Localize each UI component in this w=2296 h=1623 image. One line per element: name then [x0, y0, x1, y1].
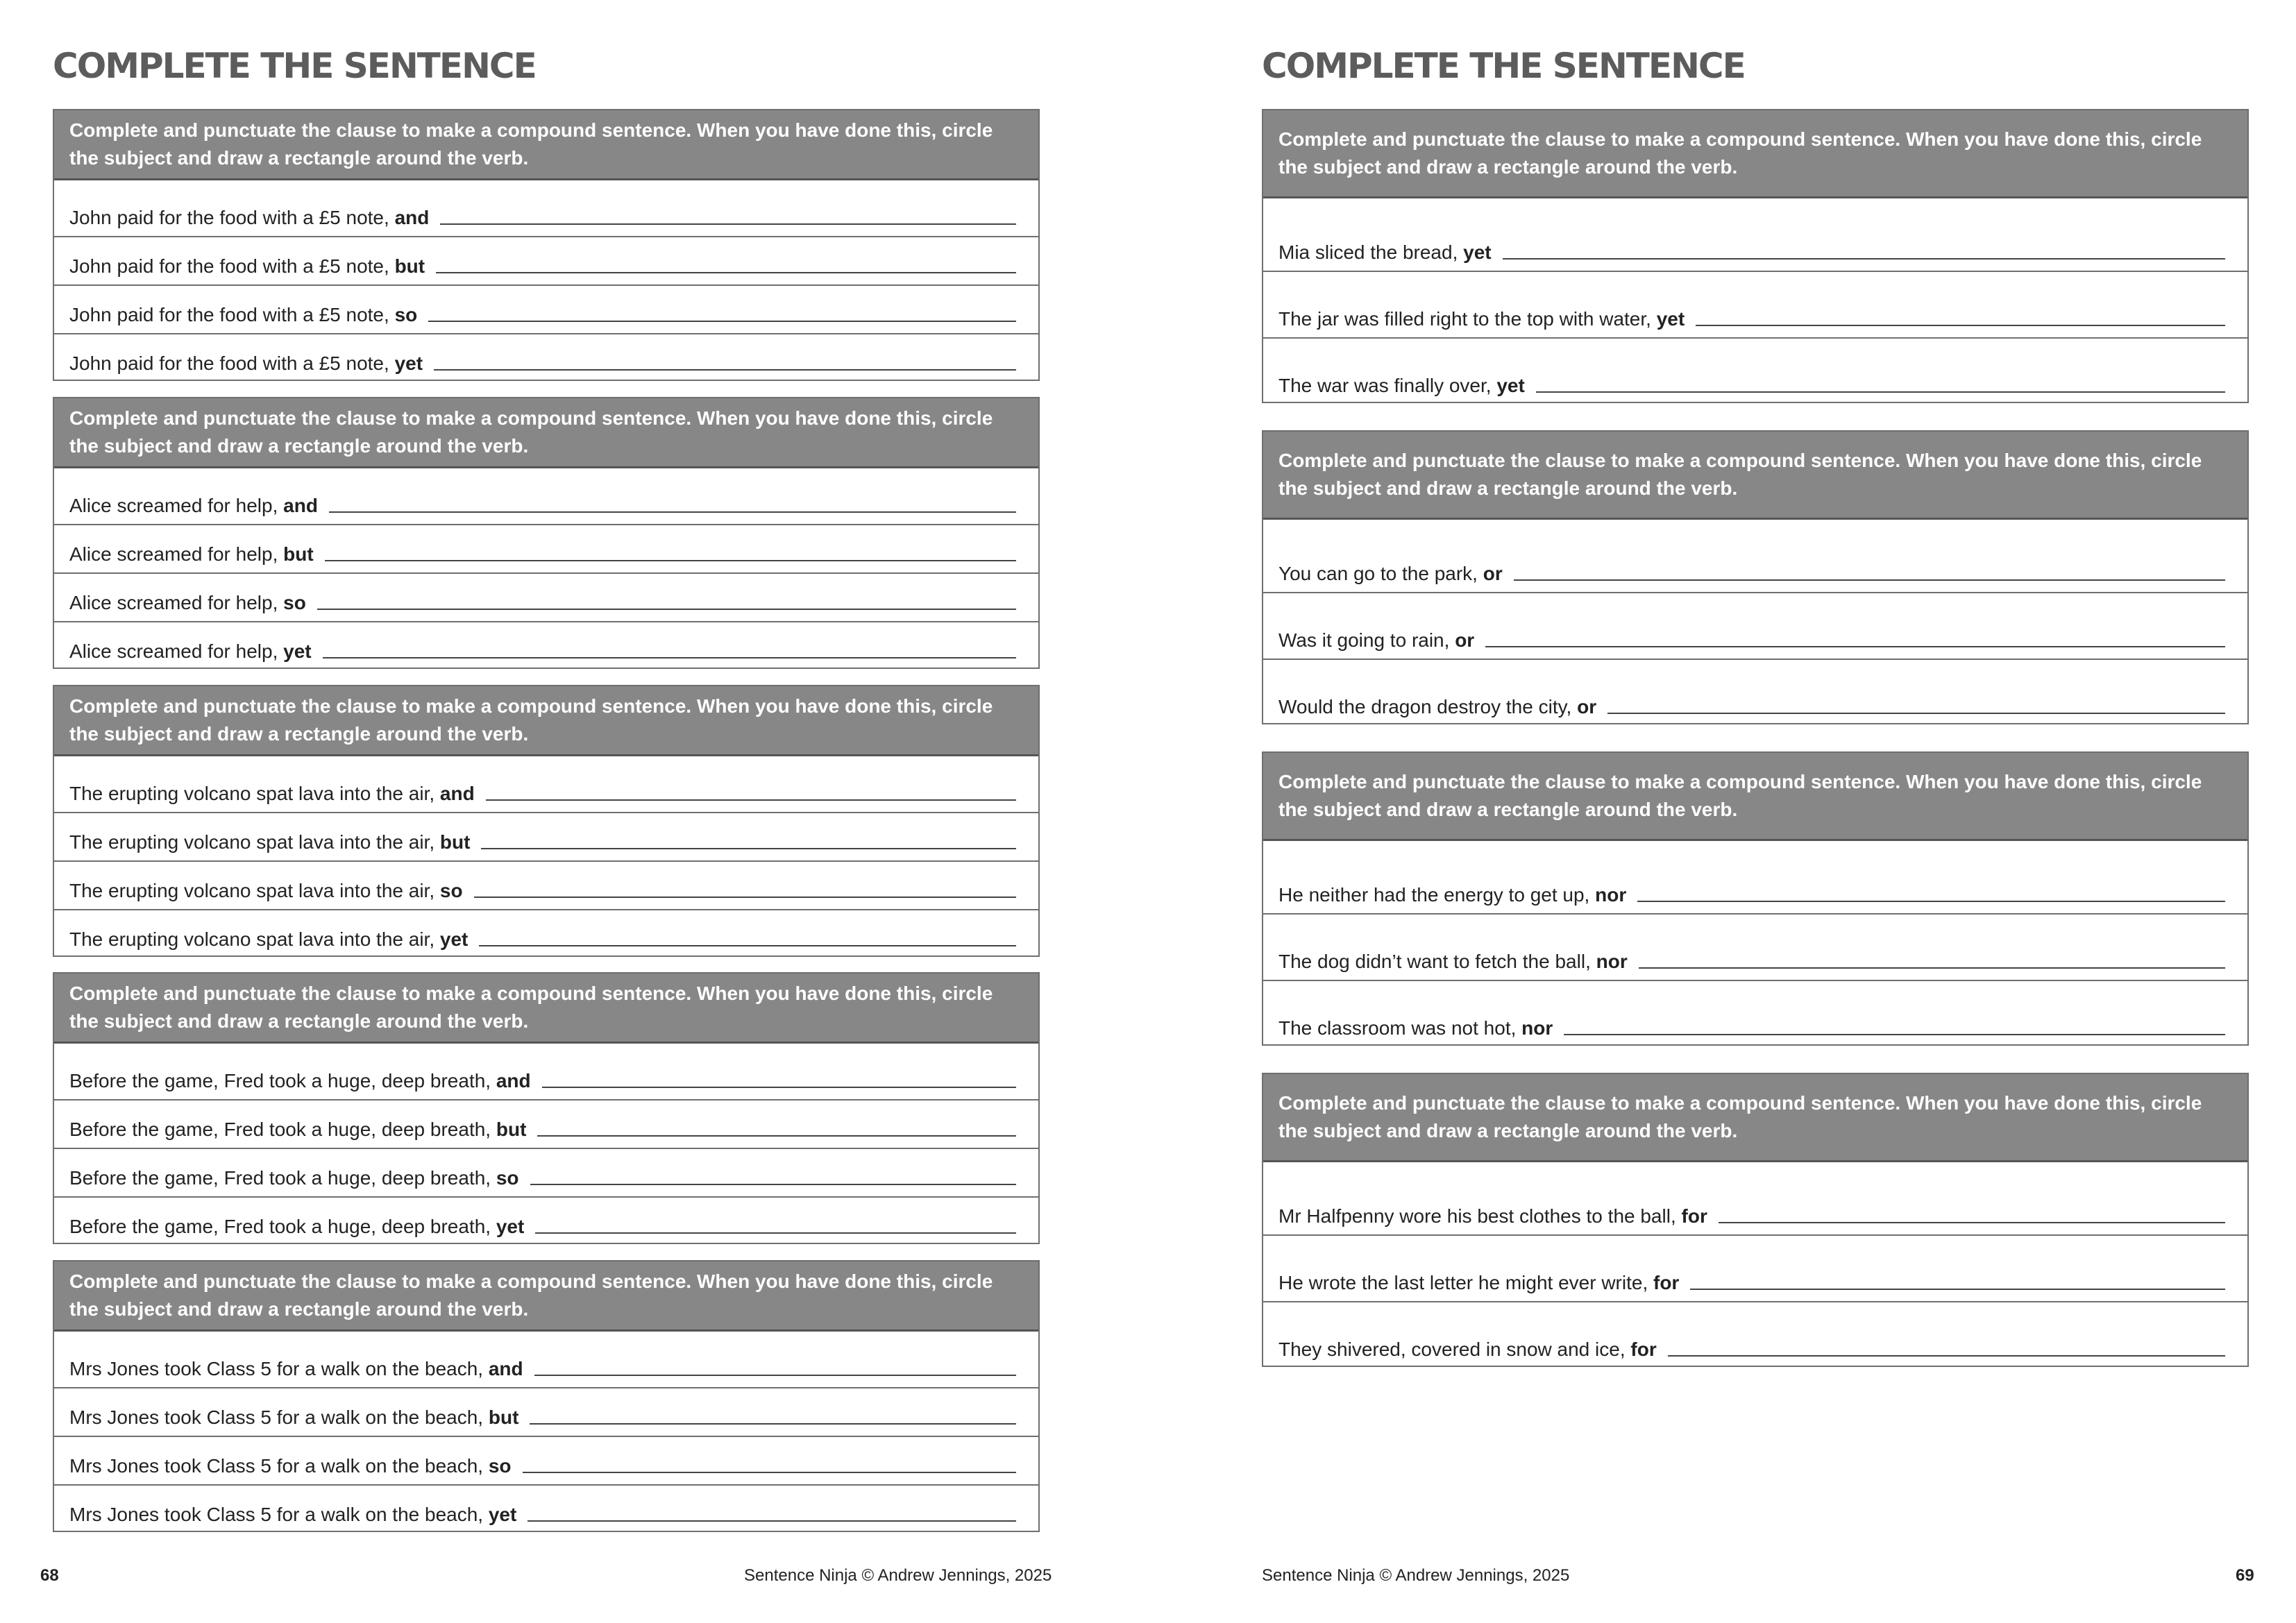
answer-line[interactable]	[1485, 646, 2225, 647]
sentence-row	[54, 1436, 1038, 1484]
exercise-instruction: Complete and punctuate the clause to make a compound sentence. When you have done this, circle the subject and draw a rectangle around the verb.	[54, 686, 1038, 756]
exercise-box	[1262, 1073, 2249, 1367]
answer-line[interactable]	[537, 1135, 1016, 1137]
sentence-stem: The erupting volcano spat lava into the air,	[69, 783, 435, 804]
answer-line[interactable]	[535, 1232, 1016, 1234]
sentence-stem: Mia sliced the bread,	[1278, 241, 1458, 263]
sentence-row	[54, 468, 1038, 524]
copyright-footer-left: Sentence Ninja © Andrew Jennings, 2025	[744, 1566, 1052, 1585]
answer-line[interactable]	[527, 1520, 1016, 1522]
sentence-row	[1263, 841, 2247, 913]
conjunction: nor	[1521, 1017, 1553, 1039]
sentence-stem: Mrs Jones took Class 5 for a walk on the beach,	[69, 1407, 484, 1428]
answer-line[interactable]	[474, 897, 1016, 898]
sentence-stem: Alice screamed for help,	[69, 543, 278, 565]
exercise-box	[1262, 109, 2249, 403]
answer-line[interactable]	[1690, 1289, 2225, 1290]
sentence-row	[54, 524, 1038, 572]
exercise-instruction: Complete and punctuate the clause to make a compound sentence. When you have done this, circle the subject and draw a rectangle around the verb.	[54, 1261, 1038, 1332]
exercise-instruction: Complete and punctuate the clause to make a compound sentence. When you have done this, circle the subject and draw a rectangle around the verb.	[54, 110, 1038, 180]
exercise-box	[1262, 430, 2249, 724]
answer-line[interactable]	[479, 945, 1016, 946]
exercise-instruction: Complete and punctuate the clause to make a compound sentence. When you have done this, circle the subject and draw a rectangle around the verb.	[54, 398, 1038, 468]
answer-line[interactable]	[325, 560, 1016, 561]
sentence-row	[54, 1484, 1038, 1533]
page-number-right: 69	[2236, 1566, 2254, 1585]
sentence-row	[1263, 913, 2247, 980]
right-page-title: COMPLETE THE SENTENCE	[1262, 46, 1745, 86]
answer-line[interactable]	[1503, 258, 2225, 260]
sentence-stem: The erupting volcano spat lava into the air,	[69, 831, 435, 853]
answer-line[interactable]	[530, 1423, 1016, 1425]
answer-line[interactable]	[534, 1375, 1016, 1376]
sentence-stem: The erupting volcano spat lava into the air,	[69, 928, 435, 950]
exercise-instruction: Complete and punctuate the clause to make a compound sentence. When you have done this, circle the subject and draw a rectangle around the verb.	[54, 974, 1038, 1044]
exercise-box	[53, 397, 1040, 669]
sentence-row	[54, 1099, 1038, 1148]
answer-line[interactable]	[1639, 967, 2225, 969]
sentence-row	[54, 1387, 1038, 1436]
conjunction: for	[1681, 1205, 1707, 1227]
sentence-stem: Alice screamed for help,	[69, 495, 278, 516]
sentence-stem: Alice screamed for help,	[69, 640, 278, 662]
sentence-stem: Mrs Jones took Class 5 for a walk on the beach,	[69, 1455, 484, 1477]
conjunction: yet	[496, 1216, 525, 1237]
sentence-row	[54, 333, 1038, 382]
answer-line[interactable]	[1536, 391, 2225, 393]
left-page-title: COMPLETE THE SENTENCE	[53, 46, 536, 86]
sentence-row	[1263, 1301, 2247, 1368]
conjunction: nor	[1596, 951, 1628, 972]
answer-line[interactable]	[1696, 325, 2225, 326]
sentence-stem: He wrote the last letter he might ever write,	[1278, 1272, 1648, 1293]
conjunction: but	[283, 543, 314, 565]
conjunction: and	[283, 495, 318, 516]
sentence-row	[1263, 520, 2247, 592]
exercise-box	[53, 109, 1040, 381]
conjunction: and	[496, 1070, 531, 1091]
sentence-row	[54, 909, 1038, 958]
exercise-box	[53, 1260, 1040, 1532]
sentence-row	[1263, 592, 2247, 658]
sentence-stem: John paid for the food with a £5 note,	[69, 352, 389, 374]
conjunction: so	[394, 304, 418, 325]
sentence-row	[1263, 337, 2247, 404]
sentence-row	[54, 860, 1038, 909]
sentence-stem: The war was finally over,	[1278, 375, 1492, 396]
sentence-stem: The classroom was not hot,	[1278, 1017, 1517, 1039]
conjunction: yet	[1496, 375, 1525, 396]
sentence-row	[54, 1332, 1038, 1387]
sentence-row	[1263, 1162, 2247, 1234]
conjunction: yet	[1463, 241, 1492, 263]
exercise-instruction: Complete and punctuate the clause to make a compound sentence. When you have done this, circle the subject and draw a rectangle around the verb.	[1263, 432, 2247, 520]
answer-line[interactable]	[523, 1472, 1016, 1473]
sentence-row	[54, 1196, 1038, 1245]
answer-line[interactable]	[481, 848, 1016, 849]
conjunction: so	[283, 592, 306, 613]
sentence-stem: He neither had the energy to get up,	[1278, 884, 1590, 906]
sentence-stem: They shivered, covered in snow and ice,	[1278, 1339, 1626, 1360]
conjunction: but	[439, 831, 471, 853]
conjunction: so	[496, 1167, 519, 1189]
answer-line[interactable]	[1607, 713, 2225, 714]
answer-line[interactable]	[436, 272, 1016, 273]
sentence-stem: The jar was filled right to the top with water,	[1278, 308, 1651, 330]
exercise-box	[53, 685, 1040, 957]
sentence-row	[1263, 198, 2247, 271]
answer-line[interactable]	[440, 223, 1016, 225]
conjunction: so	[439, 880, 463, 901]
conjunction: and	[488, 1358, 523, 1379]
sentence-row	[54, 1148, 1038, 1196]
sentence-stem: You can go to the park,	[1278, 563, 1478, 584]
sentence-stem: Mr Halfpenny wore his best clothes to the ball,	[1278, 1205, 1676, 1227]
answer-line[interactable]	[317, 609, 1016, 610]
conjunction: nor	[1595, 884, 1627, 906]
exercise-box	[1262, 751, 2249, 1046]
sentence-stem: The erupting volcano spat lava into the air,	[69, 880, 435, 901]
sentence-row	[54, 621, 1038, 670]
conjunction: for	[1653, 1272, 1680, 1293]
exercise-instruction: Complete and punctuate the clause to make a compound sentence. When you have done this, circle the subject and draw a rectangle around the verb.	[1263, 110, 2247, 198]
answer-line[interactable]	[1564, 1034, 2225, 1035]
sentence-stem: John paid for the food with a £5 note,	[69, 255, 389, 277]
sentence-stem: Would the dragon destroy the city,	[1278, 696, 1572, 717]
copyright-footer-right: Sentence Ninja © Andrew Jennings, 2025	[1262, 1566, 1570, 1585]
sentence-row	[54, 236, 1038, 284]
conjunction: yet	[394, 352, 423, 374]
conjunction: so	[488, 1455, 512, 1477]
sentence-stem: Before the game, Fred took a huge, deep breath,	[69, 1216, 491, 1237]
conjunction: but	[394, 255, 425, 277]
sentence-stem: Was it going to rain,	[1278, 629, 1450, 651]
sentence-row	[54, 284, 1038, 333]
conjunction: for	[1630, 1339, 1657, 1360]
conjunction: yet	[283, 640, 312, 662]
answer-line[interactable]	[329, 511, 1016, 513]
answer-line[interactable]	[1719, 1222, 2225, 1223]
sentence-stem: Alice screamed for help,	[69, 592, 278, 613]
conjunction: or	[1577, 696, 1597, 717]
exercise-instruction: Complete and punctuate the clause to make a compound sentence. When you have done this, circle the subject and draw a rectangle around the verb.	[1263, 753, 2247, 841]
conjunction: yet	[488, 1504, 517, 1525]
answer-line[interactable]	[323, 657, 1016, 658]
sentence-row	[54, 572, 1038, 621]
sentence-row	[1263, 1234, 2247, 1301]
sentence-stem: John paid for the food with a £5 note,	[69, 207, 389, 228]
answer-line[interactable]	[1637, 901, 2225, 902]
sentence-row	[54, 1044, 1038, 1099]
sentence-stem: Mrs Jones took Class 5 for a walk on the beach,	[69, 1504, 484, 1525]
answer-line[interactable]	[542, 1087, 1016, 1088]
sentence-row	[54, 756, 1038, 812]
answer-line[interactable]	[434, 369, 1016, 371]
conjunction: or	[1455, 629, 1475, 651]
conjunction: yet	[439, 928, 469, 950]
exercise-box	[53, 972, 1040, 1244]
sentence-row	[1263, 658, 2247, 725]
sentence-row	[1263, 271, 2247, 337]
sentence-stem: Before the game, Fred took a huge, deep breath,	[69, 1119, 491, 1140]
answer-line[interactable]	[530, 1184, 1016, 1185]
sentence-stem: John paid for the food with a £5 note,	[69, 304, 389, 325]
sentence-stem: The dog didn’t want to fetch the ball,	[1278, 951, 1591, 972]
answer-line[interactable]	[486, 799, 1016, 801]
conjunction: yet	[1656, 308, 1685, 330]
answer-line[interactable]	[1514, 579, 2225, 581]
conjunction: but	[488, 1407, 519, 1428]
page-number-left: 68	[40, 1566, 59, 1585]
sentence-row	[54, 812, 1038, 860]
sentence-stem: Before the game, Fred took a huge, deep breath,	[69, 1167, 491, 1189]
conjunction: and	[394, 207, 430, 228]
conjunction: but	[496, 1119, 527, 1140]
sentence-stem: Before the game, Fred took a huge, deep breath,	[69, 1070, 491, 1091]
sentence-stem: Mrs Jones took Class 5 for a walk on the beach,	[69, 1358, 484, 1379]
conjunction: or	[1483, 563, 1503, 584]
answer-line[interactable]	[1668, 1355, 2225, 1357]
exercise-instruction: Complete and punctuate the clause to make a compound sentence. When you have done this, circle the subject and draw a rectangle around the verb.	[1263, 1074, 2247, 1162]
sentence-row	[1263, 980, 2247, 1046]
conjunction: and	[439, 783, 475, 804]
sentence-row	[54, 180, 1038, 236]
answer-line[interactable]	[428, 321, 1016, 322]
